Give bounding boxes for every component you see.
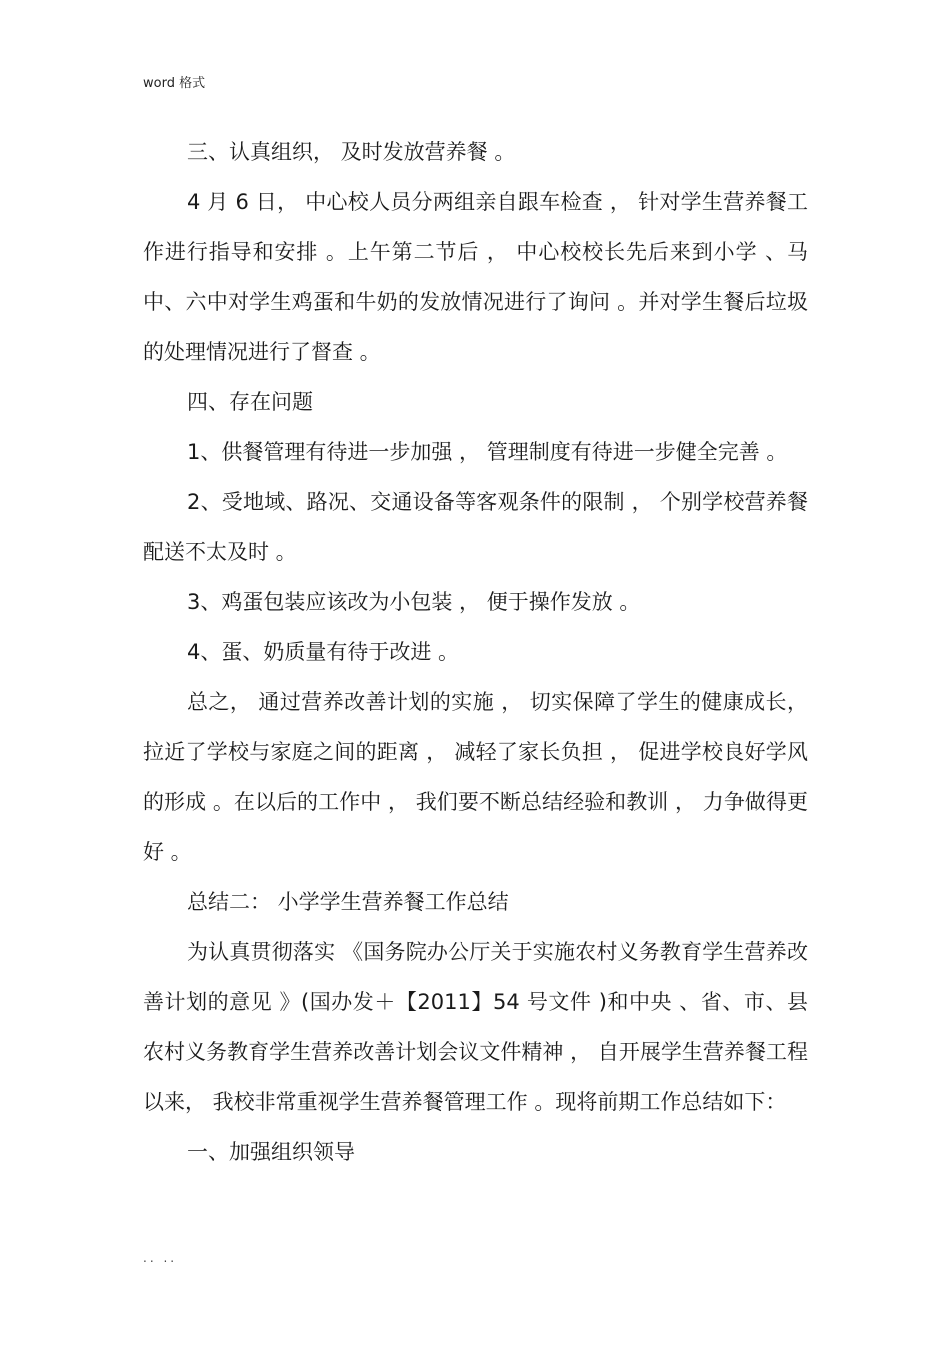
list-item: 4、蛋、奶质量有待于改进 。 <box>187 640 460 664</box>
section-heading: 总结二： 小学学生营养餐工作总结 <box>187 890 509 914</box>
page-header: word 格式 <box>143 76 206 91</box>
list-item: 3、鸡蛋包装应该改为小包装 ， 便于操作发放 。 <box>187 590 641 614</box>
page-footer: .. .. <box>143 1251 178 1265</box>
list-item: 2、受地域、路况、交通设备等客观条件的限制 ， 个别学校营养餐配送不太及时 。 <box>143 490 808 564</box>
paragraph: 总之， 通过营养改善计划的实施 ， 切实保障了学生的健康成长， 拉近了学校与家庭之间的距离 ， 减轻了家长负担 ， 促进学校良好学风的形成 。在以后的工作中 ， 我们要不断总结经验和教训 ， 力争做得更好 。 <box>143 690 815 864</box>
paragraph: 为认真贯彻落实 《国务院办公厅关于实施农村义务教育学生营养改善计划的意见 》(国办发＋【2011】54 号文件 )和中央 、省、市、县农村义务教育学生营养改善计划会议文件精神 ， 自开展学生营养餐工程以来， 我校非常重视学生营养餐管理工作 。现将前期工作总结如下： <box>143 940 808 1114</box>
section-heading: 一、加强组织领导 <box>187 1140 355 1164</box>
section-heading: 三、认真组织， 及时发放营养餐 。 <box>187 140 516 164</box>
paragraph: 4 月 6 日， 中心校人员分两组亲自跟车检查 ， 针对学生营养餐工作进行指导和安排 。上午第二节后 ， 中心校校长先后来到小学 、马中、六中对学生鸡蛋和牛奶的发放情况进行了询问 。并对学生餐后垃圾的处理情况进行了督查 。 <box>143 190 808 364</box>
section-heading: 四、存在问题 <box>187 390 313 414</box>
document-body <box>143 127 815 1177</box>
list-item: 1、供餐管理有待进一步加强 ， 管理制度有待进一步健全完善 。 <box>187 440 788 464</box>
